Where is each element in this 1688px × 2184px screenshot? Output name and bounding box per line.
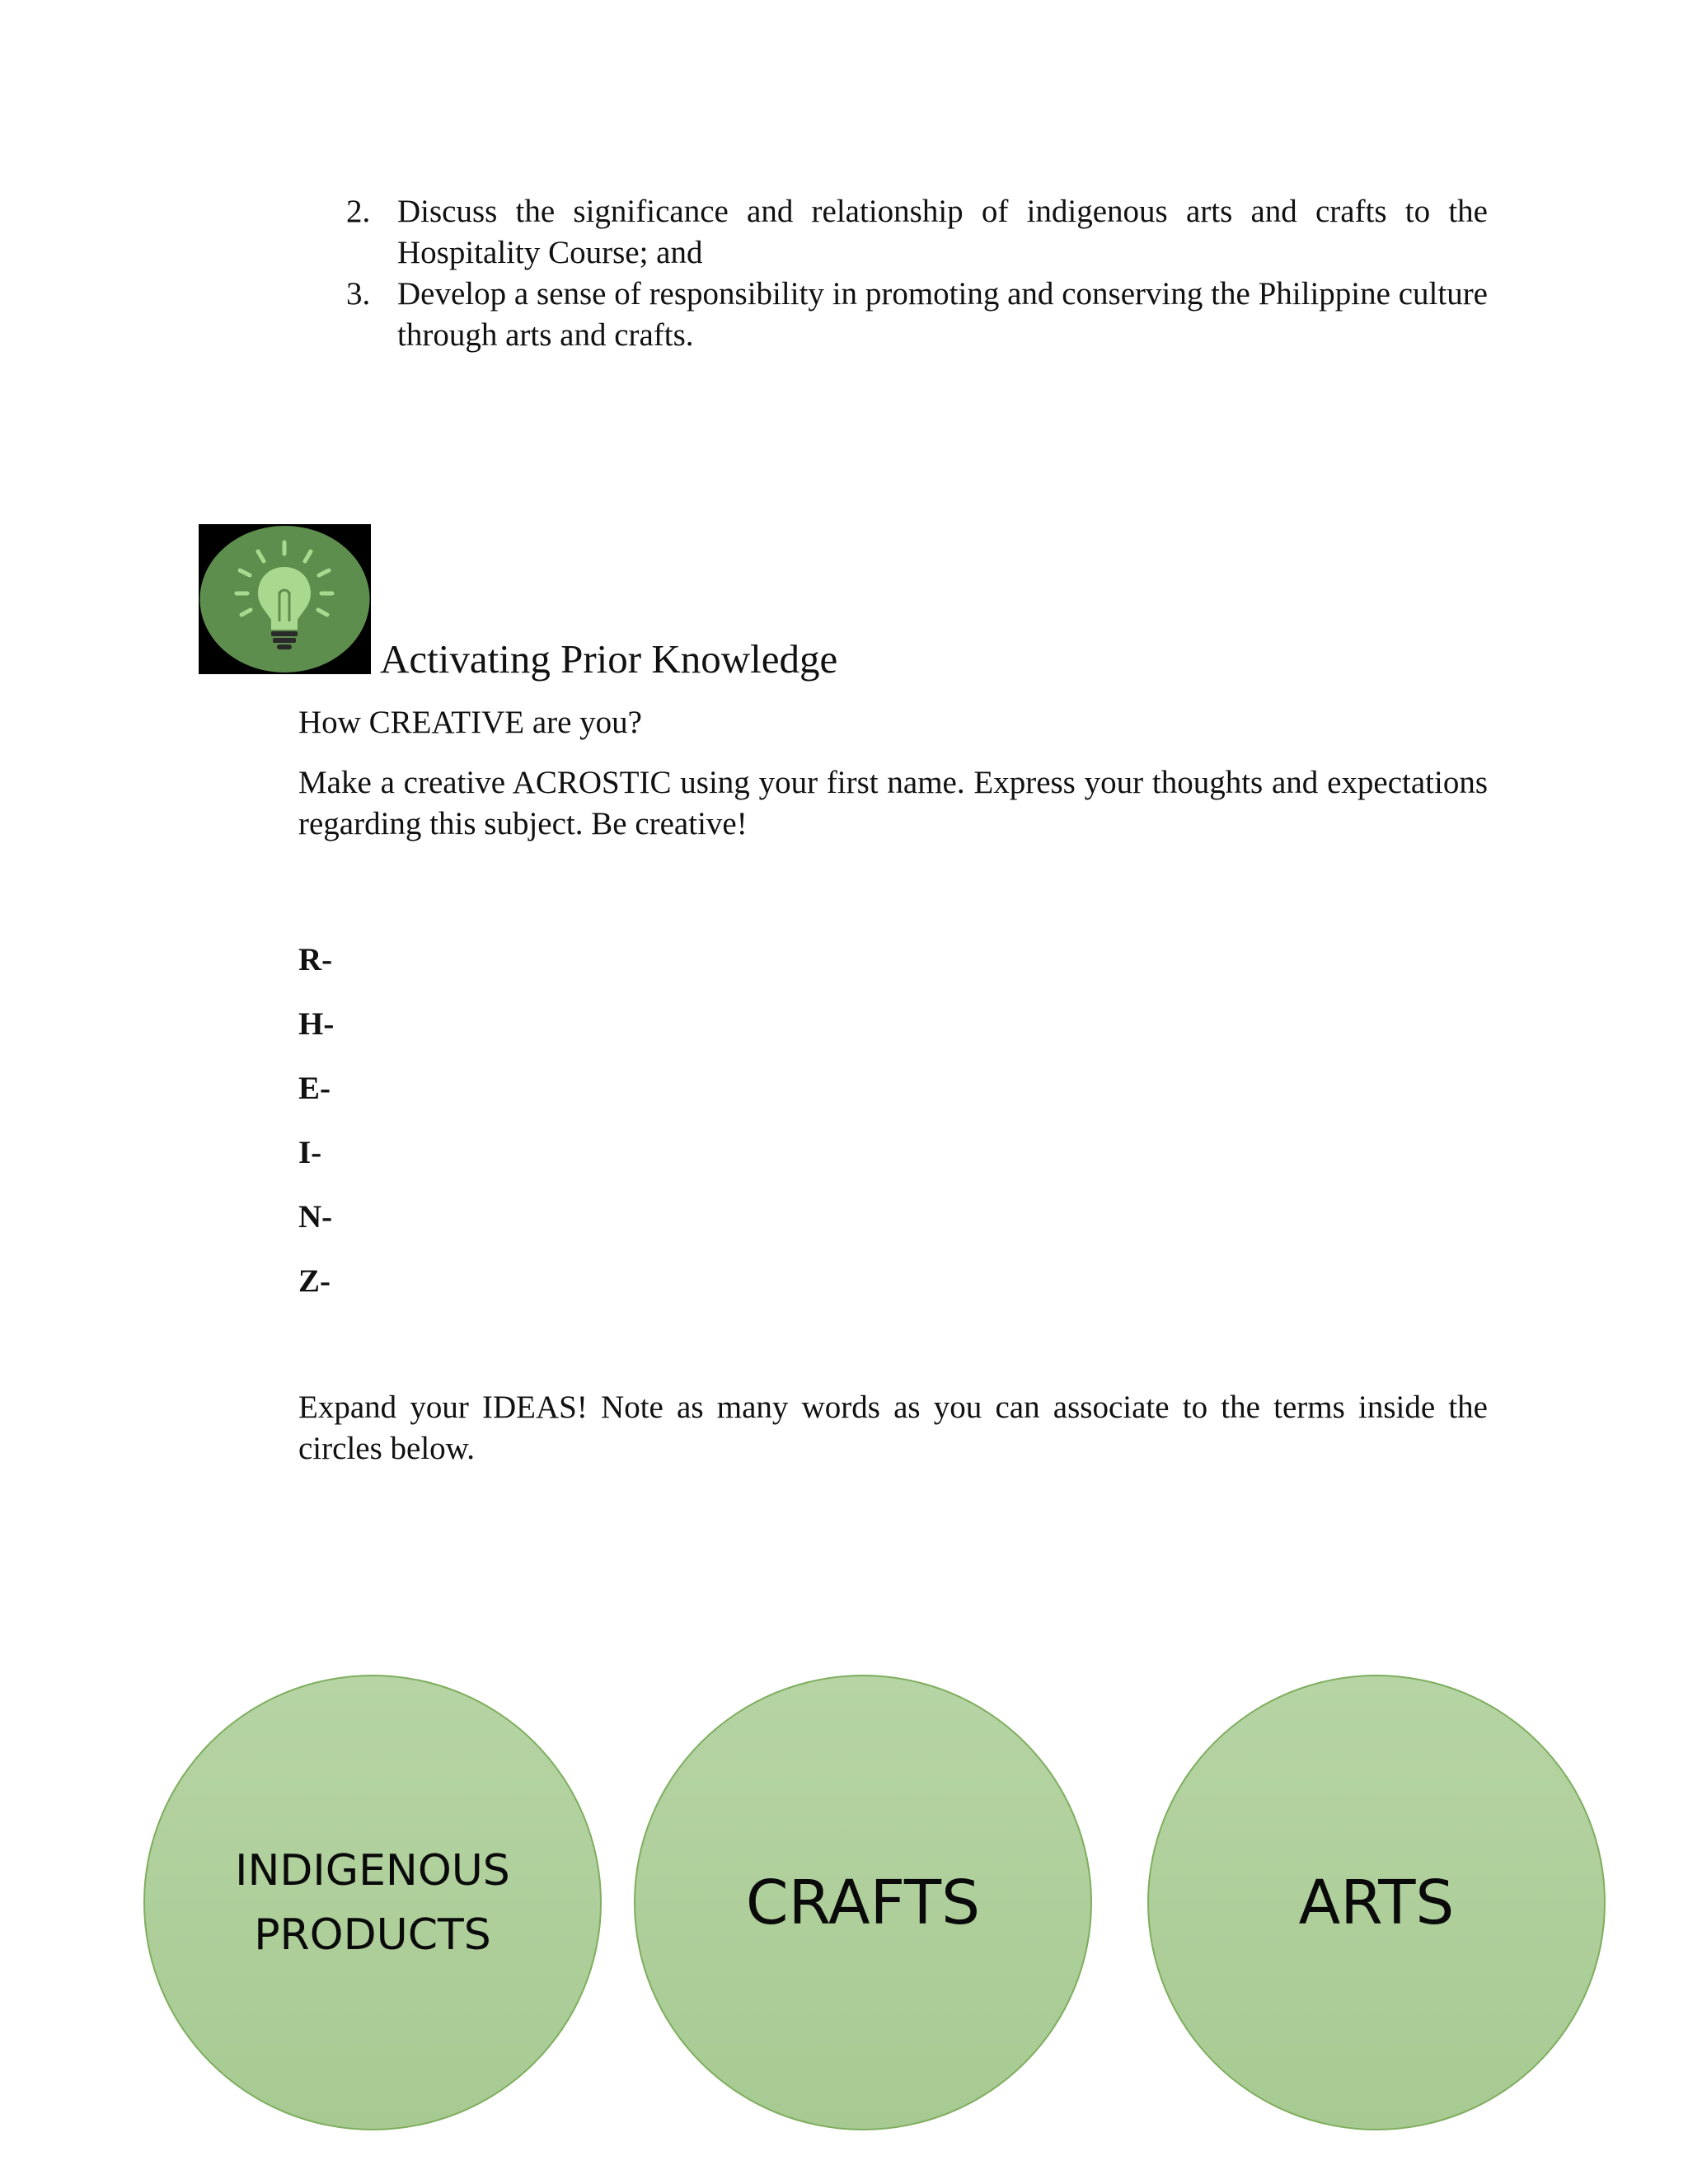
objective-number: 3.: [346, 276, 371, 312]
objectives-list: [346, 191, 1488, 356]
acrostic-letter-r: R-: [298, 942, 333, 977]
objective-text: Develop a sense of responsibility in promoting and conserving the Philippine culture through arts and crafts.: [397, 276, 1488, 353]
lightbulb-icon: [199, 524, 371, 674]
acrostic-letter-i: I-: [298, 1135, 322, 1170]
circle-arts: [1147, 1675, 1606, 2130]
circle-label-line: INDIGENOUS: [235, 1845, 510, 1896]
objective-text: Discuss the significance and relationship of indigenous arts and crafts to the Hospitality Course; and: [397, 194, 1488, 270]
objective-item: [346, 274, 1488, 356]
circle-label-line: CRAFTS: [745, 1867, 981, 1938]
circle-label-line: ARTS: [1298, 1867, 1455, 1938]
objective-number: 2.: [346, 194, 371, 229]
acrostic-letter-e: E-: [298, 1071, 331, 1106]
acrostic-instruction: Make a creative ACROSTIC using your first name. Express your thoughts and expectations regarding this subject. Be creative!: [298, 765, 1488, 841]
circle-indigenous-products: [143, 1675, 602, 2130]
circle-label-line: PRODUCTS: [254, 1910, 491, 1960]
expand-instruction: Expand your IDEAS! Note as many words as you can associate to the terms inside the circles below.: [298, 1390, 1488, 1466]
acrostic-letter-z: Z-: [298, 1263, 331, 1299]
acrostic-letter-h: H-: [298, 1006, 335, 1042]
acrostic-letter-n: N-: [298, 1199, 333, 1235]
circle-crafts: [634, 1675, 1092, 2130]
question-text: How CREATIVE are you?: [298, 705, 642, 740]
objective-item: [346, 191, 1488, 274]
section-title: Activating Prior Knowledge: [380, 636, 838, 682]
